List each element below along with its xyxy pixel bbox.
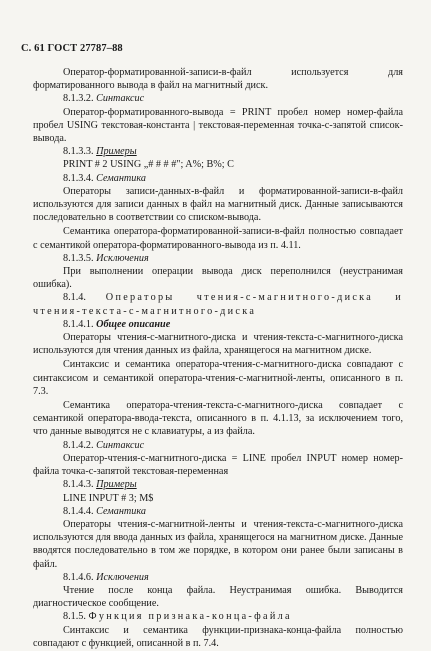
subsection-number: 8.1.4.6. xyxy=(63,571,94,583)
subsection-label: Синтаксис xyxy=(96,93,145,105)
code-example: LINE INPUT # 3; M$ xyxy=(63,492,154,504)
paragraph: Операторы чтения-с-магнитной-ленты и чтения-текста-с-магнитного-диска используются для ввода данных из файла, хранящегося на магнитном диске. Данные вводятся последовательно в том же порядке, в котором они ранее были записаны в файл. xyxy=(33,518,403,570)
paragraph: Операторы чтения-с-магнитного-диска и чтения-текста-с-магнитного-диска используются для чтения данных из файла, хранящегося на магнитном диске. xyxy=(33,332,403,357)
paragraph: Чтение после конца файла. Неустранимая ошибка. Выводится диагностическое сообщение. xyxy=(33,584,403,610)
subsection-label: Исключения xyxy=(96,252,149,264)
section-number: 8.1.4. xyxy=(63,292,86,304)
subsection-number: 8.1.3.5. xyxy=(63,252,94,264)
section-title xyxy=(33,610,403,623)
page-header: С. 61 ГОСТ 27787–88 xyxy=(21,43,123,54)
section-title-text: Операторы чтения-с-магнитного-диска и чтения-текста-с-магнитного-диска xyxy=(33,292,403,317)
subsection-number: 8.1.4.1. xyxy=(63,318,94,330)
subsection-label: Семантика xyxy=(96,505,146,517)
section-number: 8.1.5. xyxy=(63,611,86,623)
section-title-text: Функция признака-конца-файла xyxy=(88,611,292,623)
paragraph: Семантика оператора-форматированной-записи-в-файл полностью совпадает с семантикой оператора-форматированного-вывода из п. 4.11. xyxy=(33,226,403,251)
subsection-heading xyxy=(33,571,403,584)
subsection-heading xyxy=(33,505,403,518)
paragraph: Синтаксис и семантика оператора-чтения-с-магнитного-диска совпадают с синтаксисом и семантикой оператора-чтения-с-магнитной-ленты, описанного в п. 7.3. xyxy=(33,359,403,397)
subsection-number: 8.1.3.3. xyxy=(63,146,94,158)
paragraph: Оператор-форматированной-записи-в-файл используется для форматированного вывода в файл на магнитный диск. xyxy=(33,67,403,92)
subsection-label: Синтаксис xyxy=(96,439,145,451)
paragraph: При выполнении операции вывода диск переполнился (неустранимая ошибка). xyxy=(33,266,403,291)
subsection-label: Исключения xyxy=(96,571,149,583)
subsection-label: Семантика xyxy=(96,172,146,184)
subsection-number: 8.1.3.4. xyxy=(63,172,94,184)
subsection-number: 8.1.4.3. xyxy=(63,479,94,491)
paragraph: Оператор-форматированного-вывода = PRINT пробел номер номер-файла пробел USING текстовая-константа | текстовая-переменная точка-с-запятой список-вывода. xyxy=(33,106,403,145)
subsection-number: 8.1.3.2. xyxy=(63,93,94,105)
subsection-heading xyxy=(33,172,403,185)
code-example: PRINT # 2 USING „# # # #"; A%; B%; C xyxy=(63,159,234,171)
subsection-heading xyxy=(33,92,403,105)
paragraph: Синтаксис и семантика функции-признака-конца-файла полностью совпадают с функцией, описанной в п. 7.4. xyxy=(33,624,403,649)
subsection-heading xyxy=(33,318,403,331)
subsection-heading xyxy=(33,252,403,265)
paragraph: Операторы записи-данных-в-файл и форматированной-записи-в-файл используются для записи данных в файл на магнитный диск. Данные записываются последовательно в соответствии со списком-вывода. xyxy=(33,185,403,224)
subsection-label: Примеры xyxy=(96,479,137,491)
document-body xyxy=(33,66,403,650)
subsection-heading xyxy=(33,478,403,491)
paragraph: Оператор-чтения-с-магнитного-диска = LINE пробел INPUT номер номер-файла точка-с-запятой текстовая-переменная xyxy=(33,452,403,478)
section-title xyxy=(33,291,403,317)
subsection-label: Общее описание xyxy=(96,318,171,330)
subsection-heading xyxy=(33,439,403,452)
subsection-label: Примеры xyxy=(96,146,137,158)
paragraph: Семантика оператора-чтения-текста-с-магнитного-диска совпадает с семантикой оператора-ввода-текста, описанного в п. 4.1.13, за исключением того, что данные выводятся не с клавиатуры, а из файла. xyxy=(33,400,403,438)
subsection-number: 8.1.4.2. xyxy=(63,439,94,451)
subsection-number: 8.1.4.4. xyxy=(63,505,94,517)
subsection-heading xyxy=(33,145,403,158)
